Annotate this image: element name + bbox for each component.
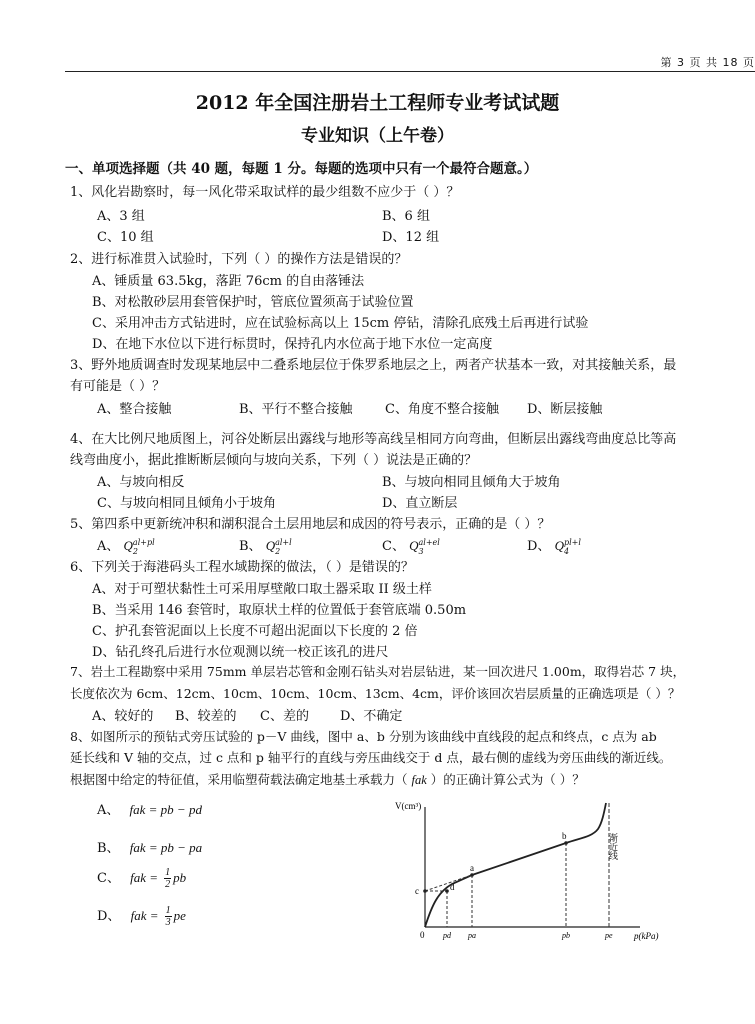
q5-option-b-sub: 2 bbox=[275, 546, 281, 556]
q2-option-b: B、对松散砂层用套管保护时，管底位置须高于试验位置 bbox=[92, 295, 414, 310]
q5-option-c-symbol: Q bbox=[409, 538, 419, 553]
q8-option-b-formula: fak = pb − pa bbox=[129, 840, 203, 855]
q4-option-a: A、与坡向相反 bbox=[97, 475, 185, 490]
q8-stem-line3-end: ）的正确计算公式为（ ）？ bbox=[430, 772, 585, 787]
q4-option-b: B、与坡向相同且倾角大于坡角 bbox=[382, 475, 561, 490]
q8-option-d-fraction bbox=[165, 905, 172, 928]
q1-option-c: C、10 组 bbox=[97, 230, 154, 245]
q5-option-a bbox=[97, 535, 155, 556]
q8-option-d-denominator: 3 bbox=[165, 917, 171, 928]
q8-option-d-rhs: pe bbox=[173, 908, 186, 923]
q5-option-d-symbol: Q bbox=[554, 538, 564, 553]
q8-option-c bbox=[97, 867, 186, 890]
q7-stem-line1: 7、岩土工程勘察中采用 75mm 单层岩芯管和金刚石钻头对岩层钻进，某一回次进尺 1.00m，取得岩芯 7 块， bbox=[70, 664, 686, 679]
q8-option-a-label: A、 bbox=[97, 803, 120, 818]
q3-option-b: B、平行不整合接触 bbox=[239, 402, 353, 417]
q8-option-c-numerator: 1 bbox=[165, 867, 171, 878]
p-axis-label: p(kPa) bbox=[634, 931, 659, 941]
q2-option-d: D、在地下水位以下进行标贯时，保持孔内水位高于地下水位一定高度 bbox=[92, 337, 493, 352]
q8-option-c-label: C、 bbox=[97, 871, 120, 886]
page-indicator: 第 3 页 共 18 页 bbox=[660, 56, 755, 69]
q8-option-c-lhs: fak = bbox=[130, 870, 158, 885]
header-rule bbox=[65, 71, 755, 72]
q5-option-d-label: D、 bbox=[527, 539, 551, 554]
q6-stem: 6、下列关于海港码头工程水域勘探的做法，（ ）是错误的？ bbox=[70, 560, 414, 575]
q3-option-c: C、角度不整合接触 bbox=[385, 402, 499, 417]
q5-option-b-label: B、 bbox=[239, 539, 262, 554]
q6-option-a: A、对于可塑状黏性土可采用厚壁敞口取土器采取 II 级土样 bbox=[92, 582, 432, 597]
q4-stem-line1: 4、在大比例尺地质图上，河谷处断层出露线与地形等高线呈相同方向弯曲，但断层出露线弯曲度总比等高 bbox=[70, 432, 677, 447]
point-a-label: a bbox=[470, 863, 474, 873]
point-b bbox=[564, 841, 568, 845]
q2-option-a: A、锤质量 63.5kg，落距 76cm 的自由落锤法 bbox=[92, 274, 365, 289]
q7-option-b: B、较差的 bbox=[175, 709, 237, 724]
q4-option-c: C、与坡向相同且倾角小于坡角 bbox=[97, 496, 276, 511]
q1-option-a: A、3 组 bbox=[97, 209, 145, 224]
q8-option-b bbox=[97, 837, 202, 856]
q1-option-b: B、6 组 bbox=[382, 209, 430, 224]
q8-stem-line2: 延长线和 V 轴的交点，过 c 点和 p 轴平行的直线与旁压曲线交于 d 点，最右侧的虚线为旁压曲线的渐近线。 bbox=[70, 750, 672, 765]
point-d bbox=[445, 889, 449, 893]
q5-option-a-symbol: Q bbox=[123, 538, 133, 553]
q5-option-c bbox=[382, 535, 440, 556]
point-a bbox=[470, 873, 474, 877]
q6-option-d: D、钻孔终孔后进行水位观测以统一校正该孔的进尺 bbox=[92, 645, 389, 660]
q8-stem-line3-start: 根据图中给定的特征值，采用临塑荷载法确定地基土承载力（ bbox=[70, 772, 408, 787]
q7-option-d: D、不确定 bbox=[340, 709, 403, 724]
q3-stem-line1: 3、野外地质调查时发现某地层中二叠系地层位于侏罗系地层之上，两者产状基本一致，对其接触关系，最 bbox=[70, 358, 677, 373]
q8-option-d-numerator: 1 bbox=[165, 905, 171, 916]
origin-label: 0 bbox=[420, 930, 425, 940]
q6-option-c: C、护孔套管泥面以上长度不可超出泥面以下长度的 2 倍 bbox=[92, 624, 418, 639]
q5-option-a-sup: al+pl bbox=[132, 537, 155, 547]
q5-option-d-sup: pl+l bbox=[563, 537, 581, 547]
q5-option-d bbox=[527, 535, 581, 556]
q7-stem-line2: 长度依次为 6cm、12cm、10cm、10cm、10cm、13cm、4cm，评价该回次岩层质量的正确选项是（ ）？ bbox=[70, 686, 681, 701]
q8-stem-line1: 8、如图所示的预钻式旁压试验的 p－V 曲线，图中 a、b 分别为该曲线中直线段的起点和终点，c 点为 ab bbox=[70, 729, 657, 744]
tick-pe-label: pe bbox=[605, 931, 613, 940]
v-axis-label: V(cm³) bbox=[395, 801, 422, 811]
point-d-label: d bbox=[450, 882, 455, 892]
pressuremeter-pv-figure bbox=[380, 795, 665, 945]
q8-option-c-rhs: pb bbox=[173, 870, 187, 885]
q4-stem-line2: 线弯曲度小，据此推断断层倾向与坡向关系，下列（ ）说法是正确的？ bbox=[70, 453, 478, 468]
q3-option-a: A、整合接触 bbox=[97, 402, 172, 417]
q2-option-c: C、采用冲击方式钻进时，应在试验标高以上 15cm 停钻，清除孔底残土后再进行试验 bbox=[92, 316, 589, 331]
q5-option-c-sub: 3 bbox=[418, 546, 424, 556]
pv-curve bbox=[425, 803, 606, 927]
q8-option-d-label: D、 bbox=[97, 909, 121, 924]
exam-subtitle: 专业知识（上午卷） bbox=[301, 126, 454, 146]
ab-extension-line bbox=[425, 875, 472, 891]
point-c bbox=[423, 889, 427, 893]
q2-stem: 2、进行标准贯入试验时，下列（ ）的操作方法是错误的？ bbox=[70, 252, 408, 267]
q5-option-b bbox=[239, 535, 292, 556]
q8-fak-symbol: fak bbox=[411, 773, 427, 787]
q1-option-d: D、12 组 bbox=[382, 230, 440, 245]
q7-option-a: A、较好的 bbox=[92, 709, 154, 724]
q5-option-d-sub: 4 bbox=[563, 546, 570, 556]
q6-option-b: B、当采用 146 套管时，取原状土样的位置低于套管底端 0.50m bbox=[92, 603, 467, 618]
tick-pd-label: pd bbox=[443, 931, 451, 940]
section-heading: 一、单项选择题（共 40 题，每题 1 分。每题的选项中只有一个最符合题意。） bbox=[65, 161, 538, 177]
exam-title: 2012 年全国注册岩土工程师专业考试试题 bbox=[195, 92, 560, 114]
q8-option-b-label: B、 bbox=[97, 841, 120, 856]
q8-option-d bbox=[97, 905, 186, 928]
tick-pb-label: pb bbox=[562, 931, 570, 940]
q5-option-a-label: A、 bbox=[97, 539, 120, 554]
q8-option-a bbox=[97, 799, 202, 818]
q5-option-b-sup: al+l bbox=[275, 537, 292, 547]
q5-option-c-label: C、 bbox=[382, 539, 405, 554]
q8-option-c-denominator: 2 bbox=[165, 879, 171, 890]
q8-option-d-lhs: fak = bbox=[130, 908, 159, 923]
q3-stem-line2: 有可能是（ ）？ bbox=[70, 379, 166, 394]
q8-option-a-formula: fak = pb − pd bbox=[129, 802, 202, 817]
q5-option-b-symbol: Q bbox=[265, 538, 276, 553]
q5-option-a-sub: 2 bbox=[132, 546, 139, 556]
q4-option-d: D、直立断层 bbox=[382, 496, 458, 511]
q5-option-c-sup: al+el bbox=[418, 537, 440, 547]
asymptote-label: 渐近线 bbox=[608, 833, 618, 860]
q7-option-c: C、差的 bbox=[260, 709, 309, 724]
tick-pa-label: pa bbox=[468, 931, 476, 940]
q5-stem: 5、第四系中更新统冲积和湖积混合土层用地层和成因的符号表示，正确的是（ ）？ bbox=[70, 517, 551, 532]
point-c-label: c bbox=[415, 886, 419, 896]
q3-option-d: D、断层接触 bbox=[527, 402, 603, 417]
point-b-label: b bbox=[562, 831, 567, 841]
q1-stem: 1、风化岩勘察时，每一风化带采取试样的最少组数不应少于（ ）？ bbox=[70, 185, 460, 200]
q8-option-c-fraction bbox=[164, 867, 171, 890]
q8-stem-line3 bbox=[70, 770, 585, 788]
